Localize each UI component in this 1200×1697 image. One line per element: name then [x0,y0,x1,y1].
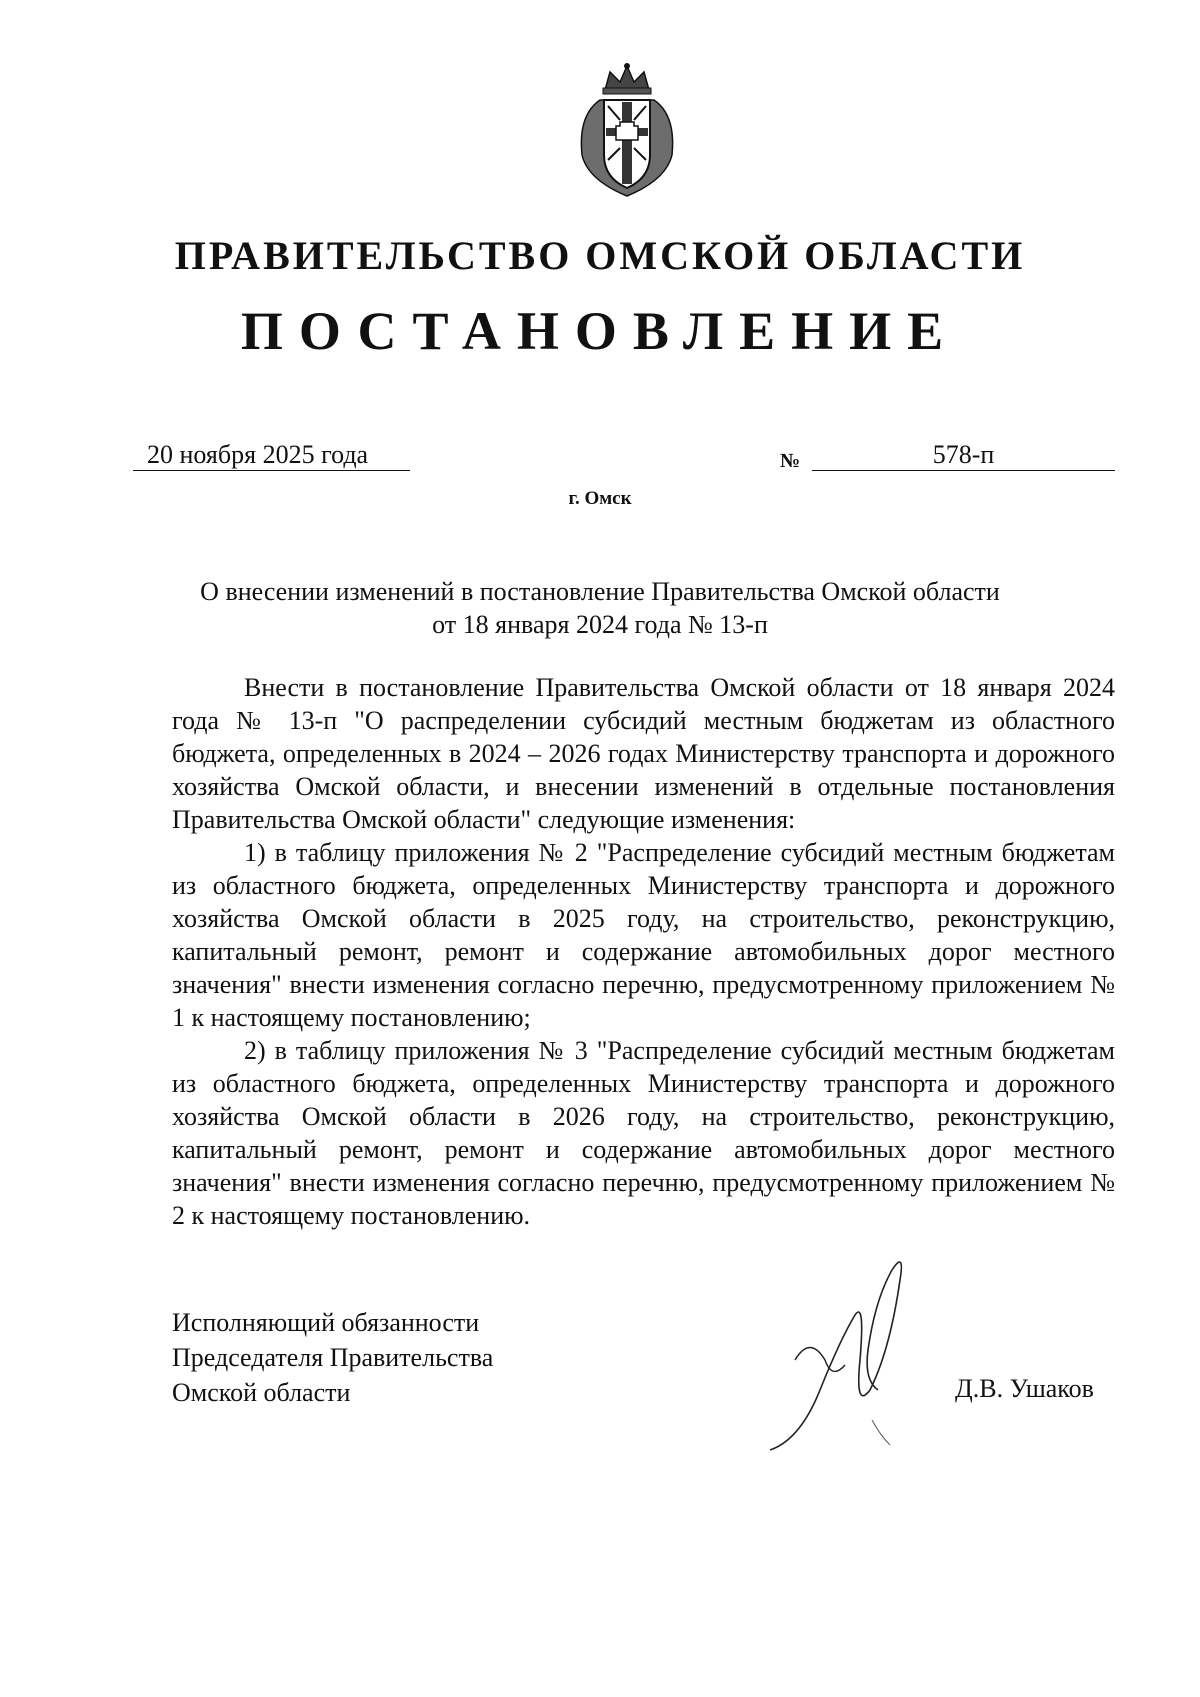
subject-line-2: от 18 января 2024 года № 13-п [432,610,768,639]
document-body [172,671,1115,1232]
number-label: № [780,450,801,472]
signatory-position [172,1305,493,1410]
position-line-3: Омской области [172,1378,351,1407]
document-type-title: ПОСТАНОВЛЕНИЕ [240,301,960,361]
handwritten-signature-icon [760,1240,960,1470]
body-intro-paragraph: Внести в постановление Правительства Омской области от 18 января 2024 года № 13-п "О распределении субсидий местным бюджетам из областного бюджета, определенных в 2024 – 2026 годах Министерству транспорта и дорожного хозяйства Омской области, и внесении изменений в отдельные постановления Правительства Омской области" следующие изменения: [172,673,1115,834]
document-date: 20 ноября 2025 года [147,440,369,469]
coat-of-arms-icon [570,60,685,200]
document-subject [0,575,1200,641]
body-item-1: 1) в таблицу приложения № 2 "Распределение субсидий местным бюджетам из областного бюджета, определенных Министерству транспорта и дорожного хозяйства Омской области в 2025 году, на строительство, реконструкцию, капитальный ремонт, ремонт и содержание автомобильных дорог местного значения" внести изменения согласно перечню, предусмотренному приложением № 1 к настоящему постановлению; [172,838,1115,1032]
position-line-1: Исполняющий обязанности [172,1308,480,1337]
body-item-2: 2) в таблицу приложения № 3 "Распределение субсидий местным бюджетам из областного бюджета, определенных Министерству транспорта и дорожного хозяйства Омской области в 2026 году, на строительство, реконструкцию, капитальный ремонт, ремонт и содержание автомобильных дорог местного значения" внести изменения согласно перечню, предусмотренному приложением № 2 к настоящему постановлению. [172,1036,1115,1230]
position-line-2: Председателя Правительства [172,1343,494,1372]
subject-line-1: О внесении изменений в постановление Правительства Омской области [200,577,1000,606]
signatory-name: Д.В. Ушаков [955,1374,1094,1403]
organization-title: ПРАВИТЕЛЬСТВО ОМСКОЙ ОБЛАСТИ [174,233,1026,278]
document-city: г. Омск [568,488,632,509]
document-number: 578-п [932,440,995,469]
